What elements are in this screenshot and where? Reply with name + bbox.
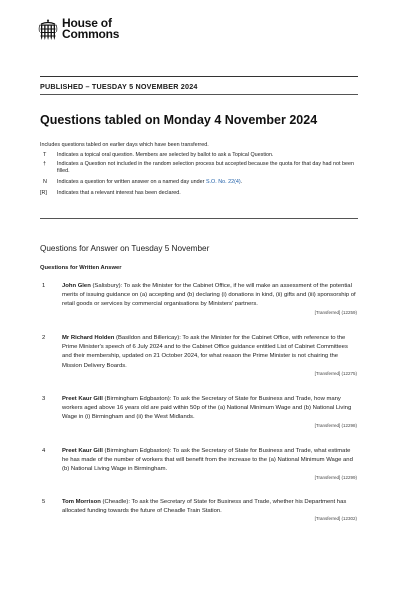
member-name: Tom Morrison [62, 499, 101, 505]
question-reference: [Transferred] (12259) [314, 309, 357, 315]
key-item [40, 190, 358, 197]
question-body [62, 282, 358, 316]
key-symbol: N [43, 179, 47, 185]
question-item [40, 498, 358, 522]
question-number: 5 [42, 499, 46, 505]
question-number: 1 [42, 283, 46, 289]
subsection-heading: Questions for Written Answer [40, 265, 122, 271]
constituency: (Birmingham Edgbaston): [102, 448, 173, 454]
logo-line-1: House of [62, 16, 112, 30]
question-text: To ask the Secretary of State for Business and Trade, what estimate he has made of the number of workers that will benefit from the increase to the (a) National Minimum Wage and (b) National Living Wage in Birmingham. [62, 448, 353, 473]
logo-wordmark [62, 18, 119, 40]
question-item [40, 395, 358, 429]
question-number: 3 [42, 396, 46, 402]
constituency: (Basildon and Billericay): [114, 335, 183, 341]
divider-published [40, 94, 358, 95]
question-body [62, 334, 358, 377]
key-item [40, 179, 358, 186]
logo-line-2: Commons [62, 27, 120, 41]
question-reference: [Transferred] (12302) [314, 516, 357, 522]
key-symbol: T [43, 152, 47, 158]
question-text: To ask the Secretary of State for Business and Trade, whether his Department has allocated funding towards the future of Cheadle Train Station. [62, 499, 347, 515]
key-description-end: . [240, 179, 243, 185]
portcullis-icon [38, 18, 58, 42]
key-symbol: [R] [40, 190, 47, 196]
member-name: Preet Kaur Gill [62, 396, 103, 402]
question-body [62, 447, 358, 481]
house-of-commons-logo [38, 18, 119, 42]
question-item [40, 334, 358, 377]
member-name: Mr Richard Holden [62, 335, 115, 341]
question-body [62, 498, 358, 522]
question-reference: [Transferred] (12298) [314, 422, 357, 428]
key-description-text: Indicates a question for written answer on a named day under [57, 179, 206, 185]
question-number: 4 [42, 448, 46, 454]
intro-note: Includes questions tabled on earlier days which have been transferred. [40, 142, 209, 148]
key-item [40, 161, 358, 175]
member-name: Preet Kaur Gill [62, 448, 103, 454]
page-title: Questions tabled on Monday 4 November 2024 [40, 113, 318, 127]
question-body [62, 395, 358, 429]
member-name: John Glen [62, 283, 91, 289]
question-reference: [Transferred] (12299) [314, 474, 357, 480]
question-text: To ask the Minister for the Cabinet Office, if he will make an assessment of the potential merits of issuing guidance on (a) accepting and (b) declaring (i) donations in kind, (ii) gifts and (iii) sponsorship of retail goods or services by commercial organisations by Ministers' partners. [62, 283, 356, 308]
key-description: Indicates a Question not included in the random selection process but accepted because the quota for that day had not been filled. [57, 161, 354, 174]
divider-key [40, 218, 358, 219]
question-text: To ask the Minister for the Cabinet Office, with reference to the Prime Minister's speech of 6 July 2024 and to the Cabinet Office guidance entitled List of Cabinet Committees and their membership, updated on 21 October 2024, for what reason the Prime Minister is not chairing the Mission Delivery Boards. [62, 335, 348, 369]
key-item [40, 152, 358, 159]
key-description: Indicates a topical oral question. Members are selected by ballot to ask a Topical Question. [57, 152, 274, 158]
divider-top [40, 76, 358, 77]
key-symbol: † [43, 161, 46, 167]
key-description [57, 179, 358, 186]
question-text: To ask the Secretary of State for Business and Trade, how many workers aged above 16 years old are paid within 50p of the (a) National Minimum Wage and (b) National Living Wage in (i) Birmingham and (ii) the West Midlands. [62, 396, 352, 421]
section-heading: Questions for Answer on Tuesday 5 November [40, 244, 210, 253]
question-reference: [Transferred] (12275) [314, 370, 357, 376]
key-description: Indicates that a relevant interest has been declared. [57, 190, 181, 196]
question-item [40, 282, 358, 316]
constituency: (Salisbury): [90, 283, 124, 289]
published-date: PUBLISHED – TUESDAY 5 NOVEMBER 2024 [40, 82, 198, 91]
constituency: (Birmingham Edgbaston): [102, 396, 173, 402]
question-number: 2 [42, 335, 46, 341]
constituency: (Cheadle): [100, 499, 132, 505]
standing-order-link[interactable]: S.O. No. 22(4) [205, 179, 241, 185]
question-item [40, 447, 358, 481]
